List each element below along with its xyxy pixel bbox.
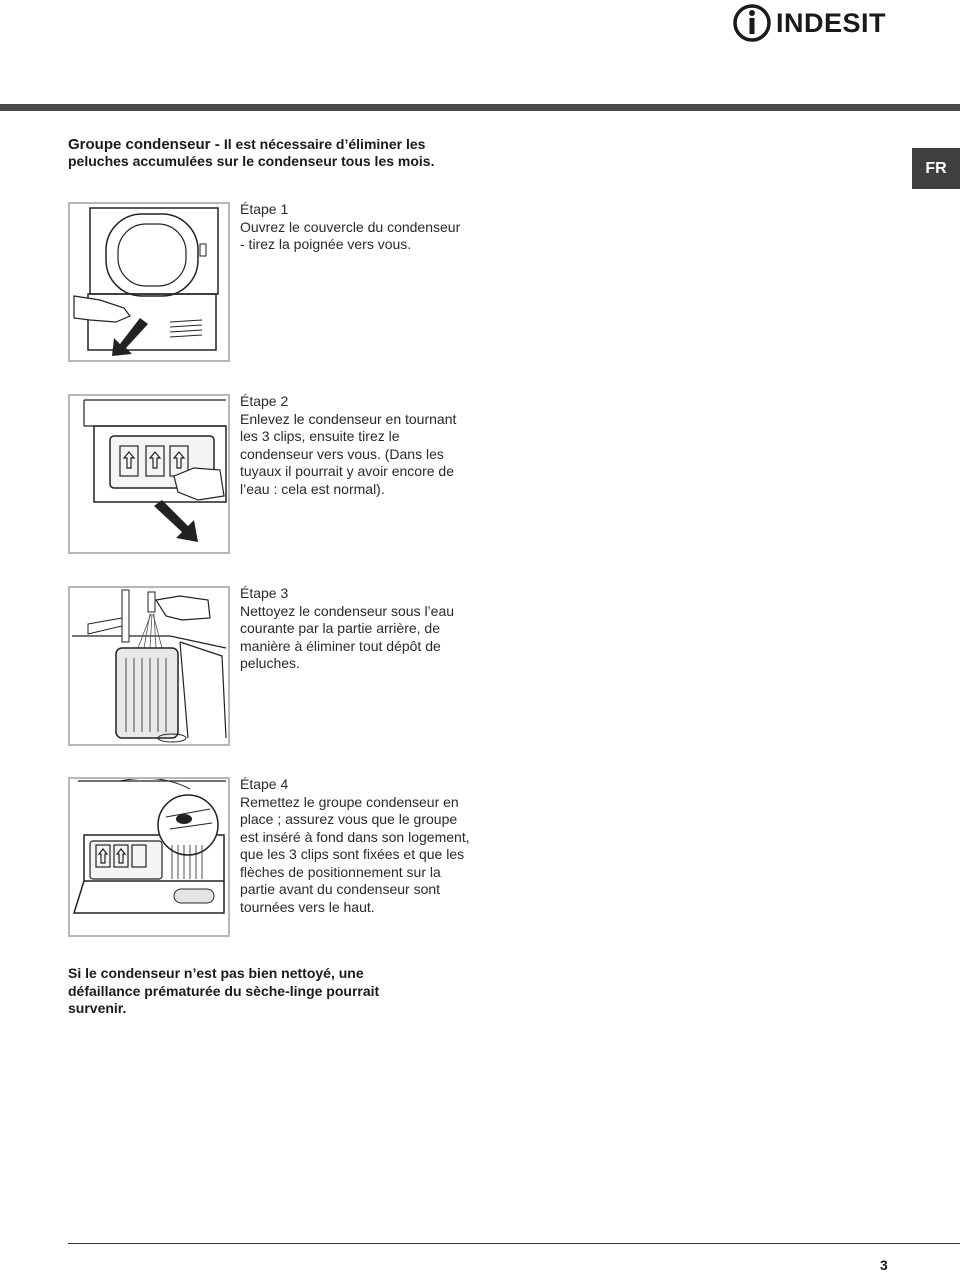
step-3-illustration	[68, 586, 230, 746]
step-2-text	[240, 393, 470, 498]
step-1-description: Ouvrez le couvercle du condenseur - tirez la poignée vers vous.	[240, 218, 461, 252]
step-2-illustration	[68, 394, 230, 554]
step-2-description: Enlevez le condenseur en tournant les 3 clips, ensuite tirez le condenseur vers vous. (Dans les tuyaux il pourrait y avoir encore de l’eau : cela est normal).	[240, 410, 457, 497]
step-4-text	[240, 776, 470, 916]
step-1-illustration	[68, 202, 230, 362]
page-header	[0, 0, 960, 108]
step-4-illustration	[68, 777, 230, 937]
section-title: Groupe condenseur -	[68, 136, 224, 153]
step-1-text	[240, 201, 470, 254]
footer-divider	[68, 1243, 960, 1244]
intro-text: Il est nécessaire d’éliminer les peluches accumulées sur le condenseur tous les mois.	[68, 136, 435, 169]
step-3-title: Étape 3	[240, 585, 289, 601]
brand-logo	[732, 0, 886, 46]
header-divider	[0, 104, 960, 111]
step-4-description: Remettez le groupe condenseur en place ; assurez vous que le groupe est inséré à fond dans son logement, que les 3 clips sont fixées et que les flèches de positionnement sur la partie avant du condenseur sont tournées vers le haut.	[240, 793, 470, 915]
page-number: 3	[880, 1257, 888, 1273]
step-3-text	[240, 585, 470, 673]
step-1-title: Étape 1	[240, 201, 289, 217]
step-2-title: Étape 2	[240, 393, 289, 409]
step-4-title: Étape 4	[240, 776, 289, 792]
step-3-description: Nettoyez le condenseur sous l’eau courante par la partie arrière, de manière à éliminer tout dépôt de peluches.	[240, 602, 455, 671]
language-tab: FR	[912, 148, 960, 189]
brand-name: INDESIT	[776, 7, 887, 38]
indesit-logo-icon	[732, 3, 772, 43]
intro-paragraph	[68, 136, 468, 170]
warning-note: Si le condenseur n’est pas bien nettoyé, une défaillance prématurée du sèche-linge pourrait survenir.	[68, 965, 380, 1016]
